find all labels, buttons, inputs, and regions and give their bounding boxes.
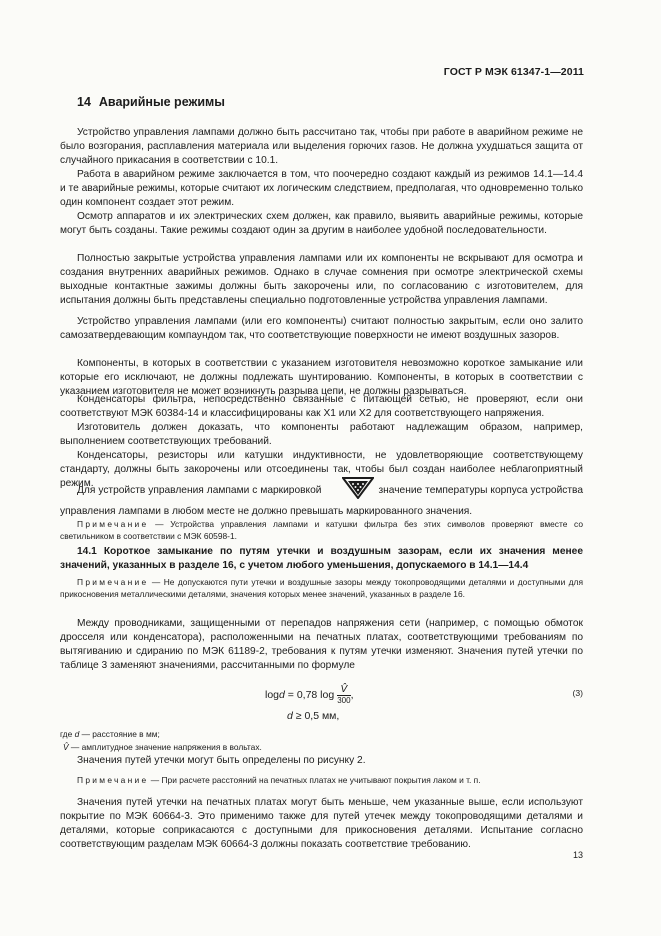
condition-text: ≥ 0,5 мм, bbox=[295, 710, 340, 722]
paragraph-5: Устройство управления лампами (или его компоненты) считают полностью закрытым, если оно залито самозатвердевающим компаундом так, что соответствующие поверхности не имеют воздушных зазоров. bbox=[60, 316, 583, 341]
note-3-label: Примечание bbox=[77, 775, 149, 785]
page-number: 13 bbox=[572, 850, 583, 860]
paragraph-10 bbox=[60, 477, 583, 519]
paragraph-13: Значения путей утечки на печатных платах могут быть меньше, чем указанные выше, если используют покрытие по МЭК 60664-3. Это применимо также для путей утечек между токопроводящими деталями и деталями, которые соприкасаются с доступными для прикосновения деталями. Испытание согласно соответствующим разделам МЭК 60664-3 должны показать соответствие требованию. bbox=[60, 797, 583, 850]
formula-comma: , bbox=[350, 688, 354, 701]
note-1: Примечание — Устройства управления лампами и катушки фильтра без этих символов проверяют вместе со светильником в соответствии с МЭК 60598-1. bbox=[60, 519, 583, 541]
equation-number: (3) bbox=[572, 688, 583, 698]
where-line-1 bbox=[60, 728, 160, 740]
formula-3 bbox=[0, 679, 661, 707]
paragraph-8: Изготовитель должен доказать, что компоненты работают надлежащим образом, например, выполнением соответствующих требований. bbox=[60, 422, 583, 447]
formula-rhs: = 0,78 log bbox=[287, 688, 335, 701]
subsection-number: 14.1 bbox=[77, 546, 97, 557]
formula-lhs-var: d bbox=[279, 688, 285, 701]
formula-denominator: 300 bbox=[337, 696, 351, 705]
formula-condition bbox=[287, 710, 339, 722]
note-3-text: При расчете расстояний на печатных платах не учитывают покрытия лаком и т. п. bbox=[161, 775, 481, 785]
section-heading bbox=[77, 95, 225, 109]
note-3: Примечание — При расчете расстояний на печатных платах не учитывают покрытия лаком и т. п. bbox=[77, 775, 481, 785]
where-line-2 bbox=[63, 741, 262, 753]
paragraph-6: Компоненты, в которых в соответствии с указанием изготовителя невозможно короткое замыкание или которые его исключают, не должны подлежать шунтированию. Компоненты, в которых в соответствии с указанием изготовителя не может возникнуть разрыва цепи, не должны разрываться. bbox=[60, 358, 583, 397]
note-2-text: Не допускаются пути утечки и воздушные зазоры между токопроводящими деталями и доступными для прикосновения металлическими деталями, значения которых менее значений, указанных в разделе 16. bbox=[60, 577, 583, 599]
paragraph-2: Работа в аварийном режиме заключается в том, что поочередно создают каждый из режимов 14.1—14.4 и те аварийные режимы, которые считают их логическим следствием, предполагая, что одновременно только один компонент создает этот режим. bbox=[60, 169, 583, 208]
paragraph-4: Полностью закрытые устройства управления лампами или их компоненты не вскрывают для осмотра и создания внутренних аварийных режимов. Однако в случае сомнения при осмотре электрической схемы выходные контактные зажимы должны быть закорочены или, по согласованию с изготовителем, для испытания должны быть представлены специально подготовленные устройства управления лампами. bbox=[60, 253, 583, 306]
where-var-2: V̂ bbox=[63, 742, 69, 752]
note-1-text: Устройства управления лампами и катушки фильтра без этих символов проверяют вместе со светильником в соответствии с МЭК 60598-1. bbox=[60, 519, 583, 541]
formula-lhs: log bbox=[265, 688, 280, 701]
note-1-label: Примечание bbox=[77, 519, 149, 529]
standard-header: ГОСТ Р МЭК 61347-1—2011 bbox=[443, 66, 584, 78]
thermal-marking-icon bbox=[325, 477, 374, 504]
where-var-1: d bbox=[74, 729, 80, 739]
where-text-2: — амплитудное значение напряжения в вольтах. bbox=[70, 742, 262, 752]
paragraph-3: Осмотр аппаратов и их электрических схем должен, как правило, выявить аварийные режимы, которые могут быть созданы. Такие режимы создают один за другим в наиболее удобной последовательности. bbox=[60, 211, 583, 236]
formula-fraction bbox=[337, 684, 350, 706]
note-2: Примечание — Не допускаются пути утечки и воздушные зазоры между токопроводящими деталями и доступными для прикосновения металлическими деталями, значения которых менее значений, указанных в разделе 16. bbox=[60, 577, 583, 599]
paragraph-10-start: Для устройств управления лампами с маркировкой bbox=[77, 485, 322, 496]
condition-var: d bbox=[287, 710, 293, 722]
where-text-1: — расстояние в мм; bbox=[81, 729, 160, 739]
paragraph-9: Конденсаторы, резисторы или катушки индуктивности, не удовлетворяющие соответствующему стандарту, должны быть закорочены или отсоединены так, чтобы был создан наиболее неблагоприятный режим. bbox=[60, 450, 583, 489]
where-prefix: где bbox=[60, 729, 73, 739]
section-title: Аварийные режимы bbox=[98, 95, 225, 109]
paragraph-12: Значения путей утечки могут быть определены по рисунку 2. bbox=[77, 755, 366, 766]
subsection-heading bbox=[60, 545, 583, 573]
paragraph-10-end: значение температуры корпуса устройства управления лампами в любом месте не должно превышать маркированного значения. bbox=[60, 485, 584, 517]
formula-numerator: V̂ bbox=[337, 684, 350, 696]
subsection-title: Короткое замыкание по путям утечки и воздушным зазорам, если их значения менее значений, указанных в разделе 16, с учетом любого уменьшения, допускаемого в 14.1—14.4 bbox=[60, 546, 583, 571]
section-number: 14 bbox=[77, 95, 91, 109]
paragraph-11: Между проводниками, защищенными от перепадов напряжения сети (например, с помощью обмоток дросселя или конденсатора), расположенными на печатных платах, соответствующими требованиям по вытягиванию и сдиранию по МЭК 61189-2, требования к путям утечки изменяют. Значения путей утечки по таблице 3 заменяют значениями, рассчитанными по формуле bbox=[60, 618, 583, 671]
paragraph-1: Устройство управления лампами должно быть рассчитано так, чтобы при работе в аварийном режиме не было возгорания, расплавления материала или выделения горючих газов. Не должна ухудшаться защита от случайного прикасания в соответствии с 10.1. bbox=[60, 127, 583, 166]
formula-expression bbox=[265, 684, 353, 706]
paragraph-7: Конденсаторы фильтра, непосредственно связанные с питающей сетью, не проверяют, если они соответствуют МЭК 60384-14 и классифицированы как X1 или X2 для соответствующего напряжения. bbox=[60, 394, 583, 419]
note-2-label: Примечание bbox=[77, 577, 149, 587]
